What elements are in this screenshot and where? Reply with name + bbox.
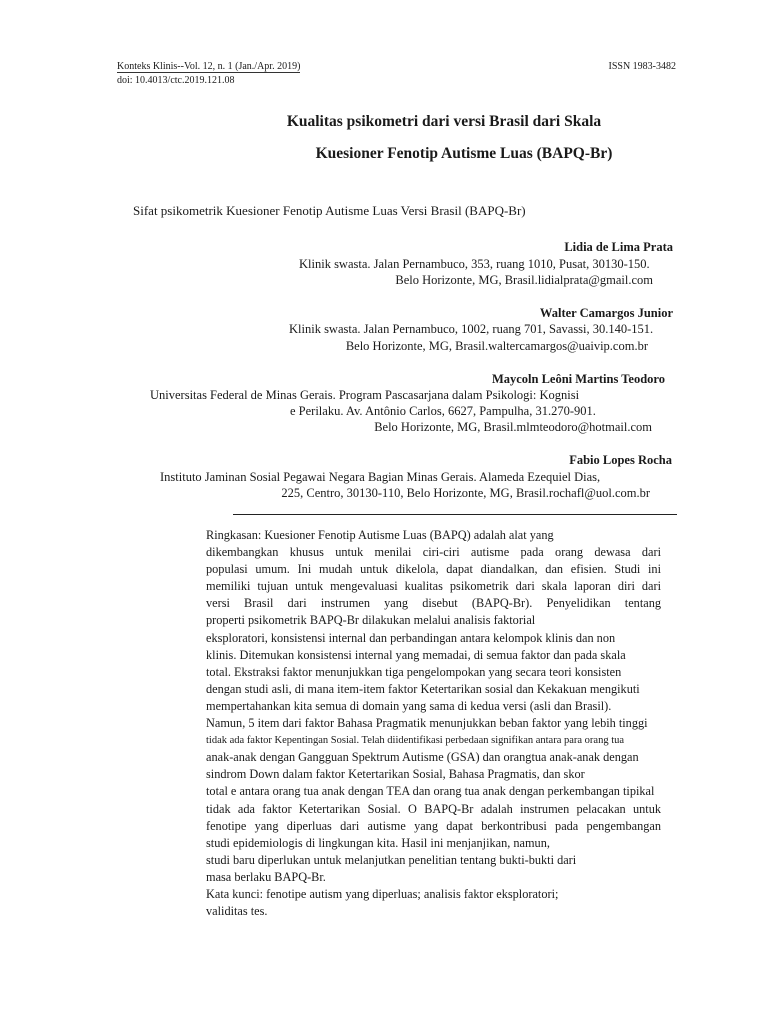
doi-line: doi: 10.4013/ctc.2019.121.08 xyxy=(117,75,235,86)
abstract-line: mempertahankan kita semua di domain yang sama di kedua versi (asli dan Brasil). xyxy=(206,698,612,713)
abstract-line: anak-anak dengan Gangguan Spektrum Autisme (GSA) dan orangtua anak-anak dengan xyxy=(206,750,639,765)
abstract-line: klinis. Ditemukan konsistensi internal yang memadai, di semua faktor dan pada skala xyxy=(206,647,626,662)
author-name: Maycoln Leôni Martins Teodoro xyxy=(491,372,665,386)
header-underline xyxy=(117,72,300,73)
abstract-line: studi epidemiologis di lingkungan kita. Hasil ini menjanjikan, namun, xyxy=(206,835,550,850)
section-divider xyxy=(233,514,677,515)
abstract-line: total. Ekstraksi faktor menunjukkan tiga pengelompokan yang secara teori konsisten xyxy=(206,664,622,679)
author-affiliation: Klinik swasta. Jalan Pernambuco, 353, ruang 1010, Pusat, 30130-150. xyxy=(299,257,650,271)
issn-label: ISSN 1983-3482 xyxy=(608,61,676,72)
author-affiliation: Instituto Jaminan Sosial Pegawai Negara Bagian Minas Gerais. Alameda Ezequiel Dias, xyxy=(160,470,601,484)
abstract-line: total e antara orang tua anak dengan TEA dan orang tua anak dengan perkembangan tipikal xyxy=(206,784,655,799)
author-name: Fabio Lopes Rocha xyxy=(569,453,672,467)
abstract-line: populasi umum. Ini mudah untuk dikelola, dapat diandalkan, dan efisien. Studi ini xyxy=(206,562,661,577)
abstract-line: memiliki tujuan untuk mengevaluasi kualitas psikometrik dari skala laporan diri dari xyxy=(206,579,661,594)
keywords-line: Kata kunci: fenotipe autism yang diperluas; analisis faktor eksploratori; xyxy=(206,886,559,901)
abstract-line: Ringkasan: Kuesioner Fenotip Autisme Luas (BAPQ) adalah alat yang xyxy=(206,528,554,542)
author-affiliation: e Perilaku. Av. Antônio Carlos, 6627, Pampulha, 31.270-901. xyxy=(290,404,596,418)
author-affiliation: Belo Horizonte, MG, Brasil.mlmteodoro@hotmail.com xyxy=(374,420,652,434)
abstract-line: dikembangkan khusus untuk menilai ciri-ciri autisme pada orang dewasa dari xyxy=(206,545,661,560)
abstract-line: tidak ada faktor Kepentingan Sosial. Telah diidentifikasi perbedaan signifikan antara para orang tua xyxy=(206,735,625,747)
journal-header: Konteks Klinis--Vol. 12, n. 1 (Jan./Apr. 2019) xyxy=(117,61,301,72)
abstract-block xyxy=(206,527,661,920)
abstract-line: versi Brasil dari instrumen yang disebut (BAPQ-Br). Penyelidikan tentang xyxy=(206,596,661,611)
paper-title-line-1: Kualitas psikometri dari versi Brasil dari Skala xyxy=(286,113,602,130)
abstract-line: sindrom Down dalam faktor Ketertarikan Sosial, Bahasa Pragmatis, dan skor xyxy=(206,767,585,782)
abstract-line: Namun, 5 item dari faktor Bahasa Pragmatik menunjukkan beban faktor yang lebih tinggi xyxy=(206,716,648,731)
abstract-line: fenotipe yang diperluas dari autisme yang dapat berkontribusi pada pengembangan xyxy=(206,818,661,833)
author-affiliation: Belo Horizonte, MG, Brasil.waltercamargos@uaivip.com.br xyxy=(345,339,648,353)
alternate-title: Sifat psikometrik Kuesioner Fenotip Autisme Luas Versi Brasil (BAPQ-Br) xyxy=(133,203,526,218)
author-name: Walter Camargos Junior xyxy=(539,306,673,320)
abstract-line: masa berlaku BAPQ-Br. xyxy=(206,869,326,884)
abstract-line: dengan studi asli, di mana item-item faktor Ketertarikan sosial dan Kekakuan mengikuti xyxy=(206,681,640,696)
keywords-line: validitas tes. xyxy=(206,904,268,919)
author-affiliation: Klinik swasta. Jalan Pernambuco, 1002, ruang 701, Savassi, 30.140-151. xyxy=(289,322,654,336)
author-affiliation: Universitas Federal de Minas Gerais. Program Pascasarjana dalam Psikologi: Kognisi xyxy=(150,388,580,402)
abstract-line: studi baru diperlukan untuk melanjutkan penelitian tentang bukti-bukti dari xyxy=(206,852,577,867)
abstract-line: properti psikometrik BAPQ-Br dilakukan melalui analisis faktorial xyxy=(206,613,536,628)
abstract-line: eksploratori, konsistensi internal dan perbandingan antara kelompok klinis dan non xyxy=(206,630,616,645)
author-affiliation: Belo Horizonte, MG, Brasil.lidialprata@gmail.com xyxy=(395,273,653,287)
author-affiliation: 225, Centro, 30130-110, Belo Horizonte, MG, Brasil.rochafl@uol.com.br xyxy=(281,486,650,500)
paper-title-line-2: Kuesioner Fenotip Autisme Luas (BAPQ-Br) xyxy=(315,145,613,162)
abstract-line: tidak ada faktor Ketertarikan Sosial. O BAPQ-Br adalah instrumen pelacakan untuk xyxy=(206,801,661,816)
author-name: Lidia de Lima Prata xyxy=(564,240,673,254)
